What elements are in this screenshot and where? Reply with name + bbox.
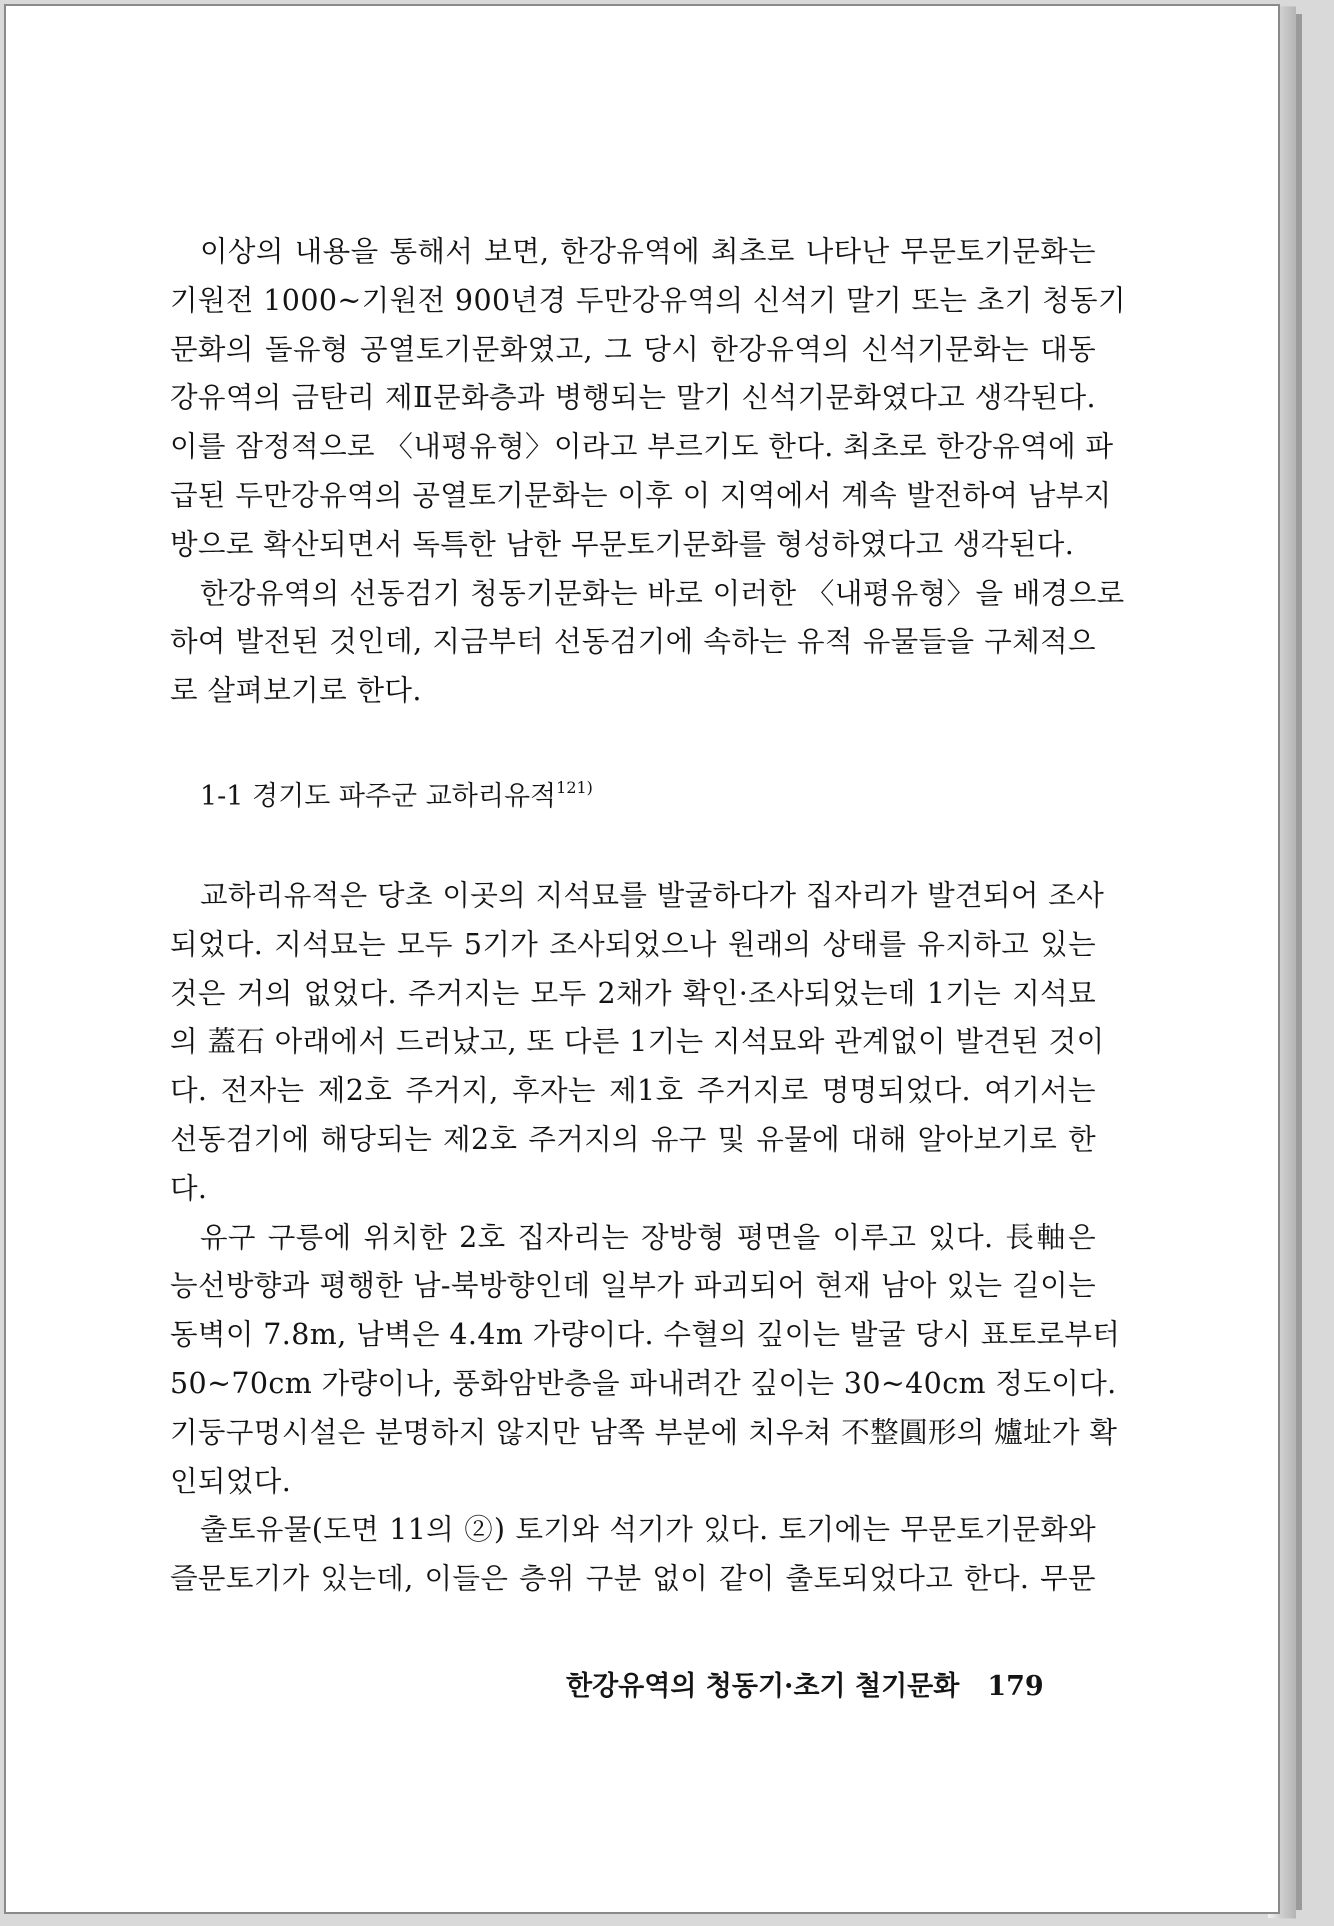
text-line: 이를 잠정적으로 〈내평유형〉이라고 부르기도 한다. 최초로 한강유역에 파 [170, 430, 1114, 464]
section-heading [200, 774, 593, 813]
running-title: 한강유역의 청동기·초기 철기문화 [566, 1671, 960, 1702]
text-line: 의 蓋石 아래에서 드러났고, 또 다른 1기는 지석묘와 관계없이 발견된 것이 [170, 1025, 1105, 1059]
text-line: 기둥구멍시설은 분명하지 않지만 남쪽 부분에 치우쳐 不整圓形의 爐址가 확 [170, 1415, 1118, 1449]
text-line: 교하리유적은 당초 이곳의 지석묘를 발굴하다가 집자리가 발견되어 조사 [200, 879, 1105, 912]
text-line: 다. [170, 1171, 208, 1205]
page-number: 179 [987, 1671, 1044, 1702]
text-line: 한강유역의 선동검기 청동기문화는 바로 이러한 〈내평유형〉을 배경으로 [200, 576, 1125, 610]
text-line: 문화의 돌유형 공열토기문화였고, 그 당시 한강유역의 신석기문화는 대동 [170, 332, 1096, 366]
text-line: 인되었다. [170, 1464, 292, 1498]
text-line: 다. 전자는 제2호 주거지, 후자는 제1호 주거지로 명명되었다. 여기서는 [170, 1074, 1096, 1108]
text-line: 로 살펴보기로 한다. [170, 674, 422, 708]
text-line: 기원전 1000~기원전 900년경 두만강유역의 신석기 말기 또는 초기 청동기 [170, 283, 1126, 317]
text-line: 강유역의 금탄리 제Ⅱ문화층과 병행되는 말기 신석기문화였다고 생각된다. [170, 381, 1096, 415]
text-line: 방으로 확산되면서 독특한 남한 무문토기문화를 형성하였다고 생각된다. [170, 527, 1075, 561]
text-line: 선동검기에 해당되는 제2호 주거지의 유구 및 유물에 대해 알아보기로 한 [170, 1122, 1096, 1156]
page-footer [566, 1664, 1044, 1703]
text-line: 하여 발전된 것인데, 지금부터 선동검기에 속하는 유적 유물들을 구체적으 [170, 625, 1096, 659]
text-line: 즐문토기가 있는데, 이들은 층위 구분 없이 같이 출토되었다고 한다. 무문 [170, 1562, 1096, 1596]
body-text-bottom [170, 872, 1121, 1604]
text-line: 되었다. 지석묘는 모두 5기가 조사되었으나 원래의 상태를 유지하고 있는 [170, 927, 1096, 961]
text-line: 50~70cm 가량이나, 풍화암반층을 파내려간 깊이는 30~40cm 정도이다. [170, 1366, 1117, 1400]
text-line: 동벽이 7.8m, 남벽은 4.4m 가량이다. 수혈의 깊이는 발굴 당시 표토로부터 [170, 1318, 1121, 1352]
book-page [4, 4, 1280, 1914]
section-heading-title: 1-1 경기도 파주군 교하리유적 [200, 781, 557, 812]
text-line: 출토유물(도면 11의 ②) 토기와 석기가 있다. 토기에는 무문토기문화와 [200, 1513, 1096, 1547]
body-text-top [170, 228, 1126, 716]
text-line: 능선방향과 평행한 남-북방향인데 일부가 파괴되어 현재 남아 있는 길이는 [170, 1269, 1096, 1303]
text-line: 것은 거의 없었다. 주거지는 모두 2채가 확인·조사되었는데 1기는 지석묘 [170, 976, 1096, 1010]
text-line: 급된 두만강유역의 공열토기문화는 이후 이 지역에서 계속 발전하여 남부지 [170, 478, 1112, 512]
text-line: 이상의 내용을 통해서 보면, 한강유역에 최초로 나타난 무문토기문화는 [200, 235, 1096, 268]
text-line: 유구 구릉에 위치한 2호 집자리는 장방형 평면을 이루고 있다. 長軸은 [200, 1220, 1096, 1254]
footnote-marker: 121) [556, 778, 593, 797]
